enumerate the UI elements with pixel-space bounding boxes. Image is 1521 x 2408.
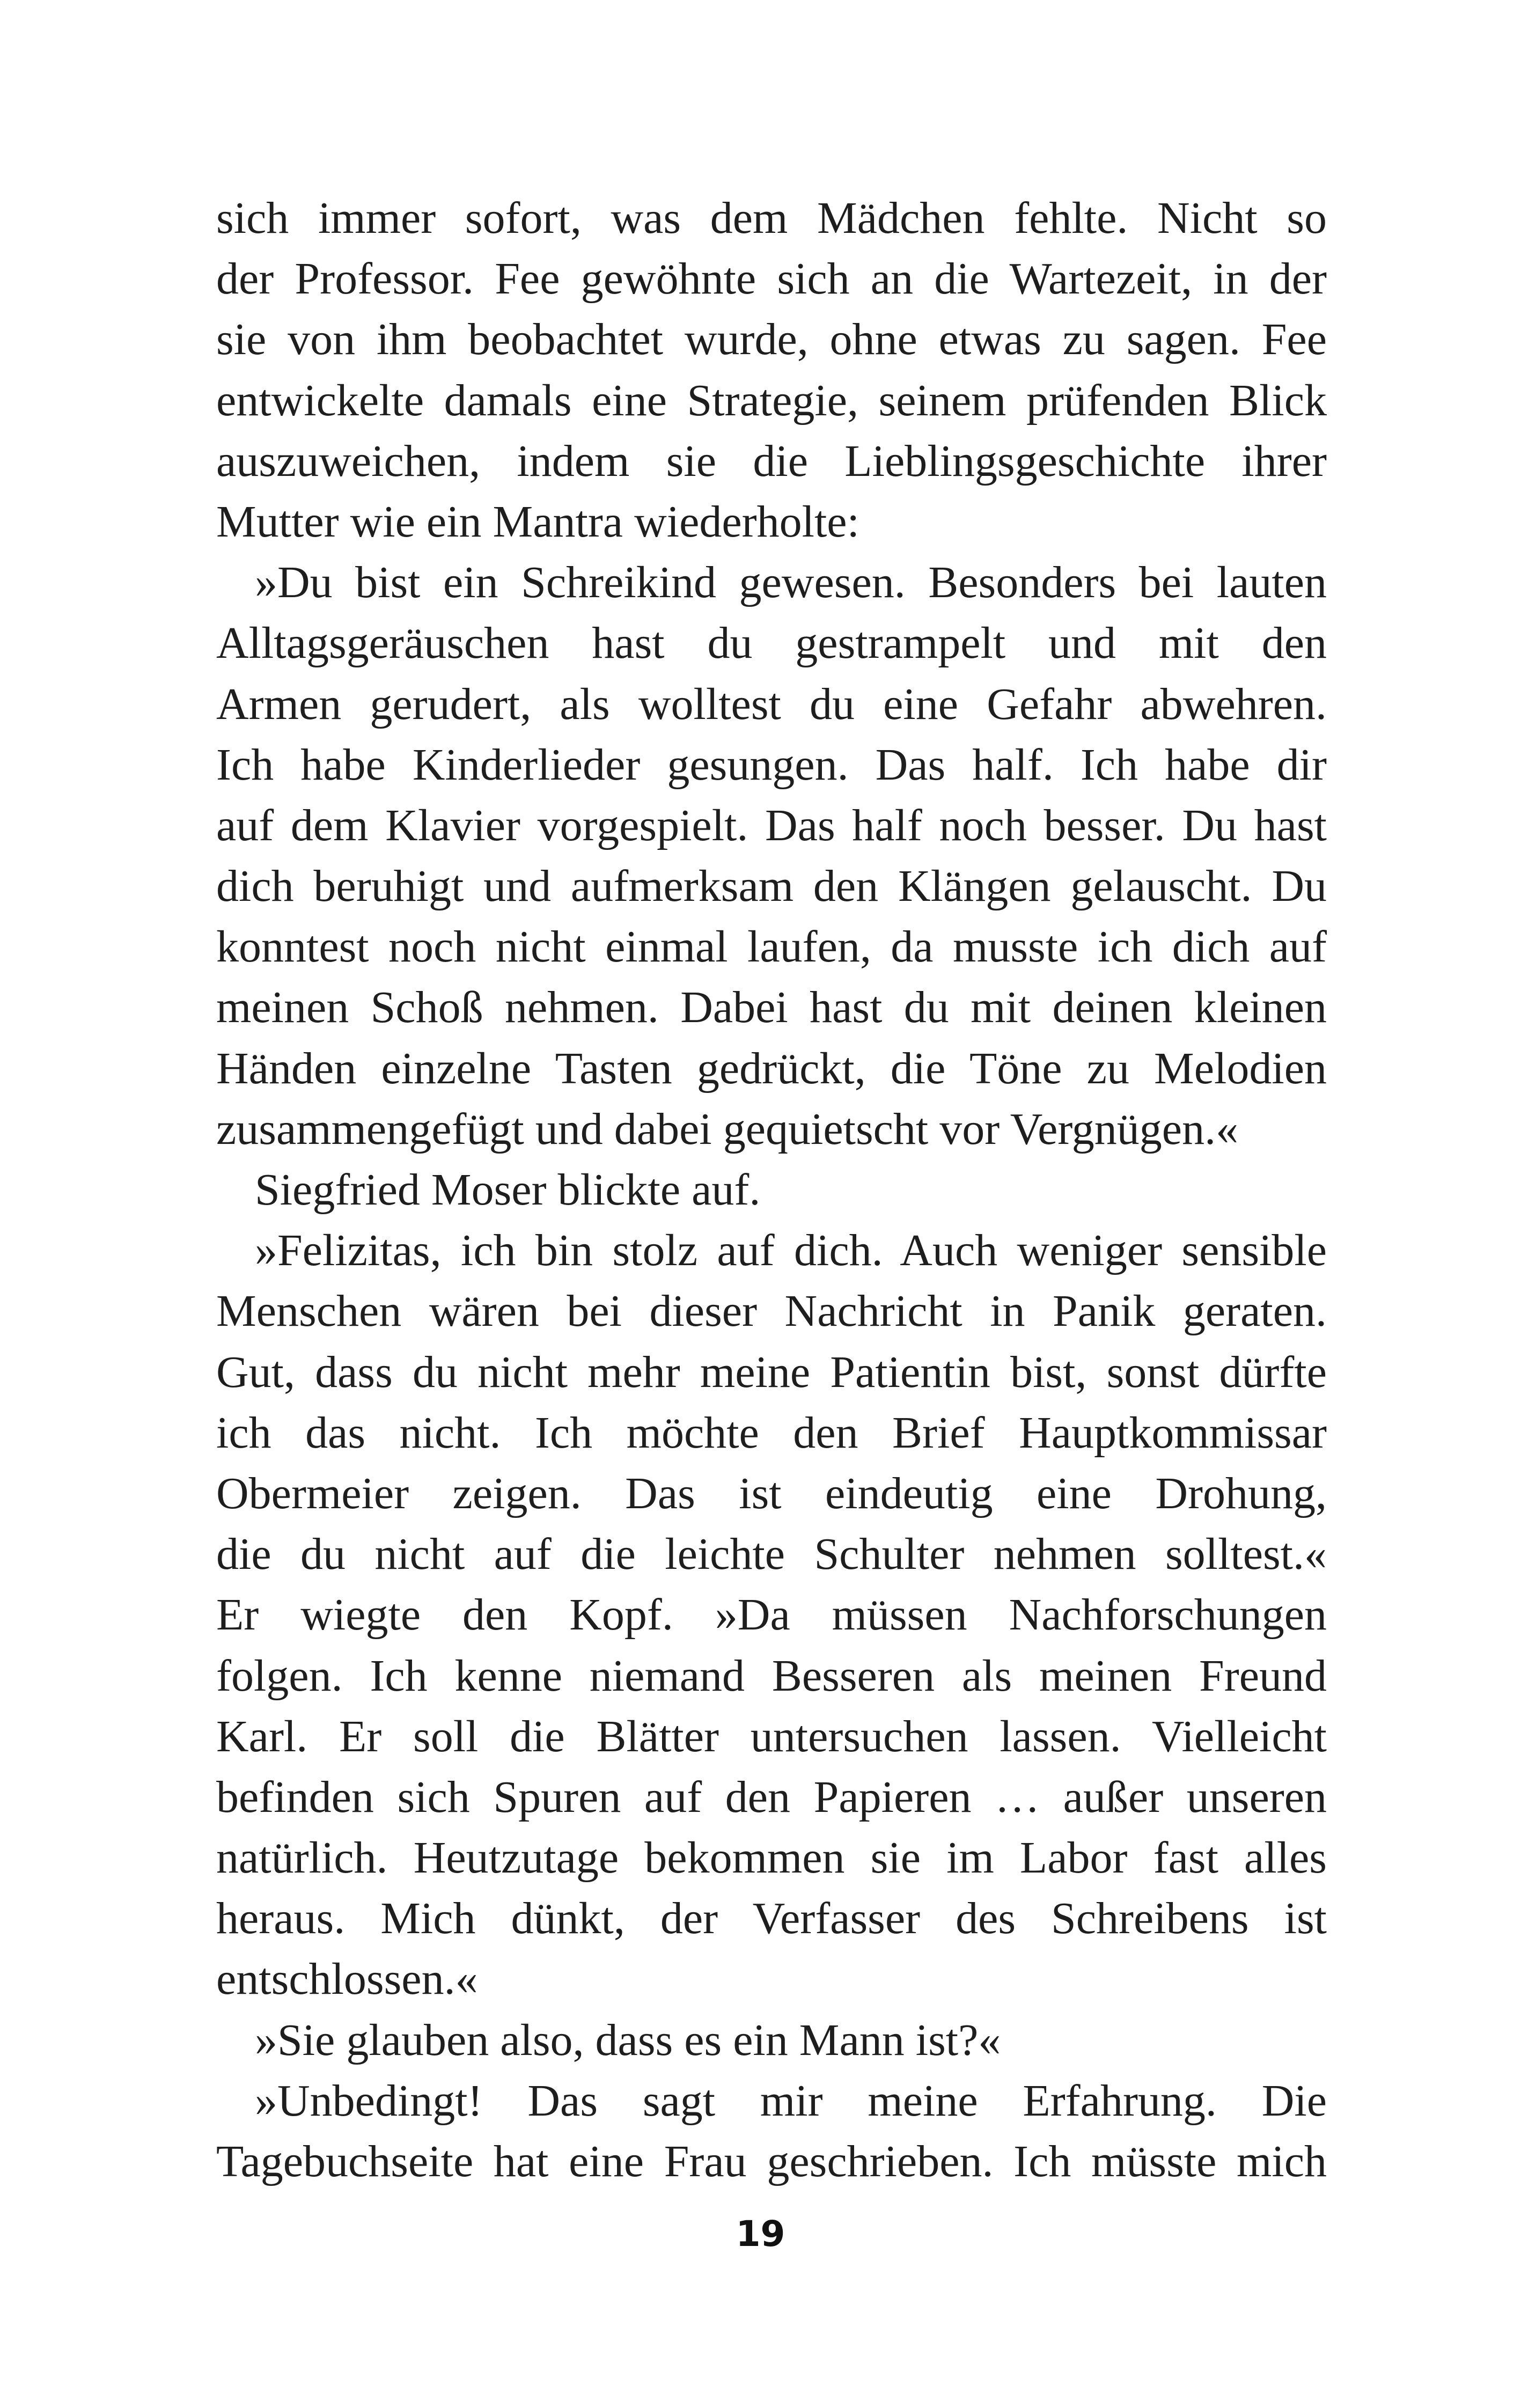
text-line: meinen Schoß nehmen. Dabei hast du mit deinen kleinen xyxy=(216,982,1327,1033)
text-line: Ich habe Kinderlieder gesungen. Das half. Ich habe dir xyxy=(216,739,1327,790)
body-text xyxy=(216,188,1327,2192)
text-line: die du nicht auf die leichte Schulter nehmen solltest.« xyxy=(216,1529,1327,1580)
text-line: »Sie glauben also, dass es ein Mann ist?« xyxy=(255,2015,1001,2065)
text-line: auszuweichen, indem sie die Lieblingsgeschichte ihrer xyxy=(216,436,1327,486)
text-line: zusammengefügt und dabei gequietscht vor Vergnügen.« xyxy=(216,1104,1239,1154)
text-line: Er wiegte den Kopf. »Da müssen Nachforschungen xyxy=(216,1590,1327,1640)
text-line: Gut, dass du nicht mehr meine Patientin bist, sonst dürfte xyxy=(216,1347,1327,1397)
text-line: »Du bist ein Schreikind gewesen. Besonders bei lauten xyxy=(255,557,1327,608)
text-line: auf dem Klavier vorgespielt. Das half noch besser. Du hast xyxy=(216,800,1327,850)
text-line: Tagebuchseite hat eine Frau geschrieben. Ich müsste mich xyxy=(216,2137,1327,2186)
text-line: »Unbedingt! Das sagt mir meine Erfahrung. Die xyxy=(255,2075,1327,2126)
text-line: heraus. Mich dünkt, der Verfasser des Schreibens ist xyxy=(216,1893,1327,1944)
text-line: Menschen wären bei dieser Nachricht in Panik geraten. xyxy=(216,1286,1327,1337)
page-number: 19 xyxy=(736,2213,785,2255)
text-line: Siegfried Moser blickte auf. xyxy=(255,1165,761,1215)
text-line: entwickelte damals eine Strategie, seinem prüfenden Blick xyxy=(216,375,1327,425)
text-line: sich immer sofort, was dem Mädchen fehlte. Nicht so xyxy=(216,193,1327,243)
text-line: Armen gerudert, als wolltest du eine Gefahr abwehren. xyxy=(216,679,1327,729)
text-line: Händen einzelne Tasten gedrückt, die Töne zu Melodien xyxy=(216,1043,1327,1093)
text-line: ich das nicht. Ich möchte den Brief Hauptkommissar xyxy=(216,1407,1327,1458)
text-line: Karl. Er soll die Blätter untersuchen lassen. Vielleicht xyxy=(216,1711,1327,1761)
text-line: entschlossen.« xyxy=(216,1954,478,2005)
text-line: dich beruhigt und aufmerksam den Klängen gelauscht. Du xyxy=(216,861,1327,912)
text-line: Obermeier zeigen. Das ist eindeutig eine Drohung, xyxy=(216,1468,1327,1518)
text-line: der Professor. Fee gewöhnte sich an die Wartezeit, in der xyxy=(216,254,1327,304)
text-line: folgen. Ich kenne niemand Besseren als meinen Freund xyxy=(216,1650,1327,1701)
text-line: sie von ihm beobachtet wurde, ohne etwas zu sagen. Fee xyxy=(216,314,1327,365)
text-line: natürlich. Heutzutage bekommen sie im Labor fast alles xyxy=(216,1833,1327,1883)
text-line: befinden sich Spuren auf den Papieren … außer unseren xyxy=(216,1772,1327,1822)
text-line: Alltagsgeräuschen hast du gestrampelt und mit den xyxy=(216,618,1327,669)
text-line: konntest noch nicht einmal laufen, da musste ich dich auf xyxy=(216,922,1327,972)
text-line: »Felizitas, ich bin stolz auf dich. Auch weniger sensible xyxy=(255,1225,1327,1276)
text-line: Mutter wie ein Mantra wiederholte: xyxy=(216,496,859,547)
